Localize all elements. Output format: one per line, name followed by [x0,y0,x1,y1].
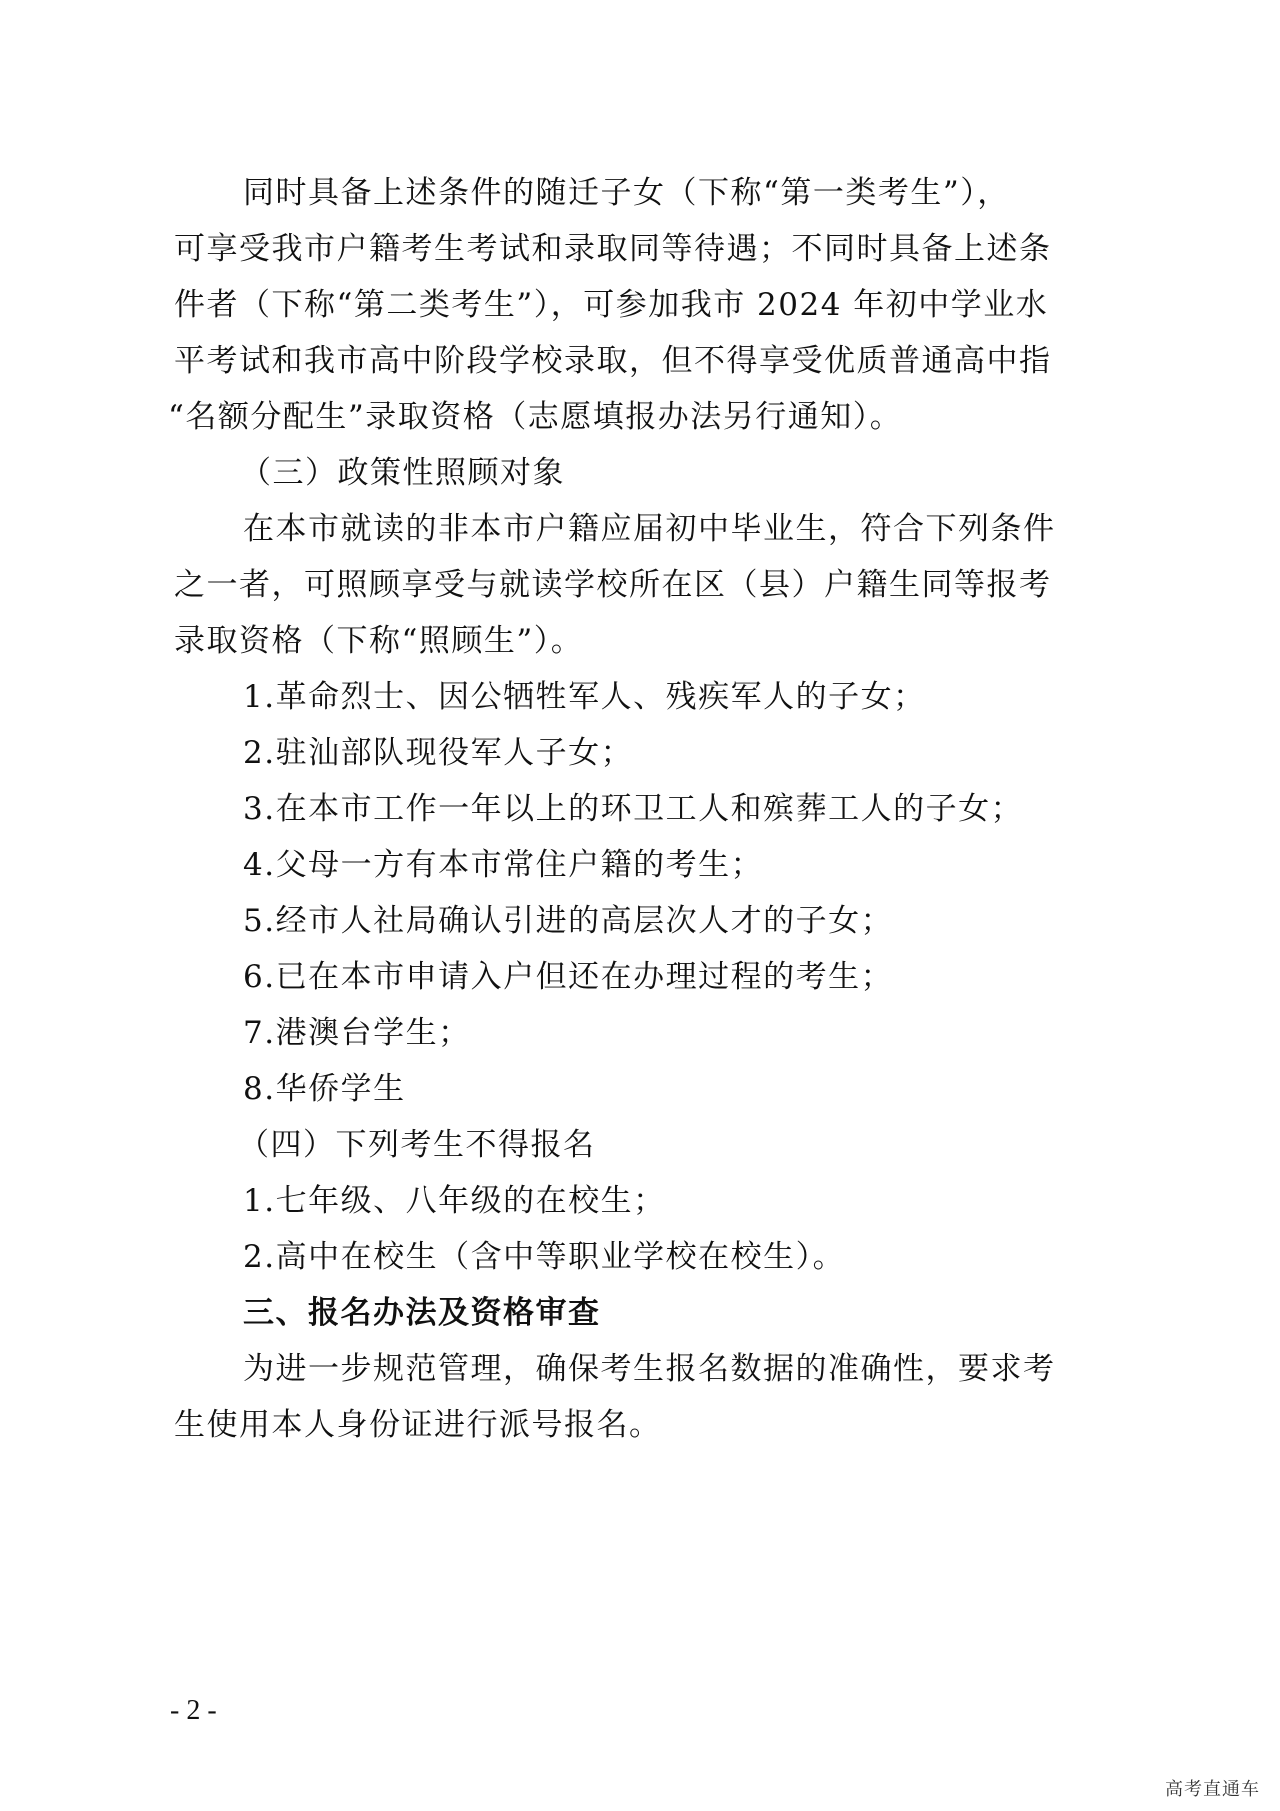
section-heading: （三）政策性照顾对象 [240,455,565,491]
paragraph-line: 同时具备上述条件的随迁子女（下称“第一类考生”）， [243,175,1010,211]
chapter-heading: 三、报名办法及资格审查 [243,1295,601,1331]
paragraph-line: 之一者，可照顾享受与就读学校所在区（县）户籍生同等报考 [174,567,1052,603]
list-item: 2.高中在校生（含中等职业学校在校生）。 [243,1239,846,1275]
watermark: 高考直通车 [1165,1779,1260,1800]
list-item: 2.驻汕部队现役军人子女； [243,735,634,771]
paragraph-line: “名额分配生”录取资格（志愿填报办法另行通知）。 [168,399,903,435]
list-item: 1.革命烈士、因公牺牲军人、残疾军人的子女； [243,679,926,715]
list-item: 5.经市人社局确认引进的高层次人才的子女； [243,903,894,939]
page-number: - 2 - [170,1695,217,1726]
paragraph-line: 平考试和我市高中阶段学校录取，但不得享受优质普通高中指 [174,343,1052,379]
list-item: 8.华侨学生 [243,1071,406,1107]
paragraph-line: 件者（下称“第二类考生”），可参加我市 2024 年初中学业水 [174,287,1049,323]
list-item: 6.已在本市申请入户但还在办理过程的考生； [243,959,894,995]
paragraph-line: 在本市就读的非本市户籍应届初中毕业生，符合下列条件 [243,511,1056,547]
paragraph-line: 可享受我市户籍考生考试和录取同等待遇；不同时具备上述条 [174,231,1052,267]
paragraph-line: 生使用本人身份证进行派号报名。 [174,1407,662,1443]
list-item: 7.港澳台学生； [243,1015,471,1051]
paragraph-line: 录取资格（下称“照顾生”）。 [174,623,584,659]
section-heading: （四）下列考生不得报名 [238,1127,596,1163]
list-item: 3.在本市工作一年以上的环卫工人和殡葬工人的子女； [243,791,1024,827]
list-item: 1.七年级、八年级的在校生； [243,1183,666,1219]
list-item: 4.父母一方有本市常住户籍的考生； [243,847,764,883]
paragraph-line: 为进一步规范管理，确保考生报名数据的准确性，要求考 [243,1351,1056,1387]
